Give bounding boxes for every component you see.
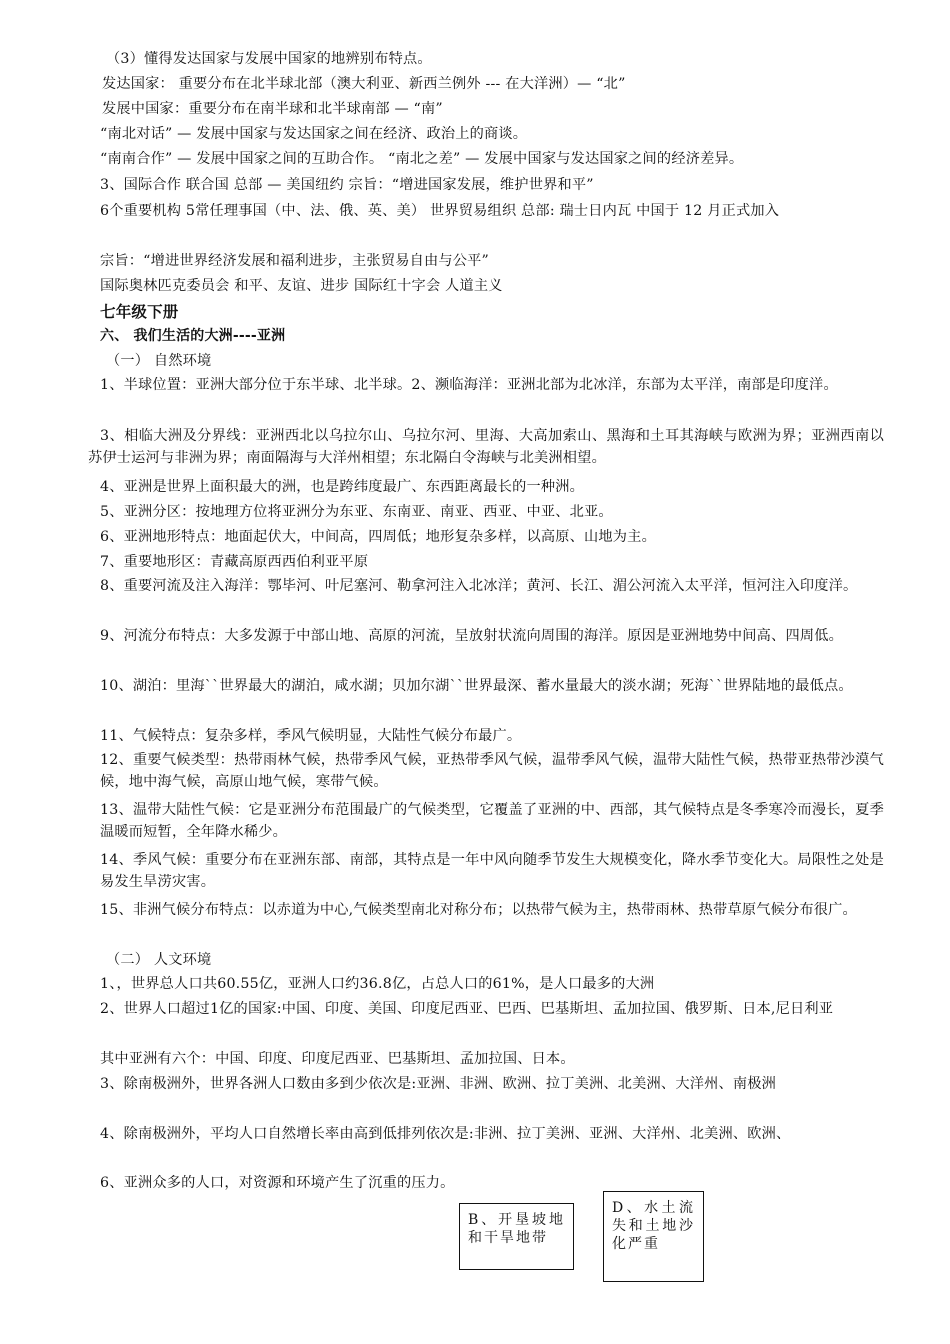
text-line: “南南合作” — 发展中国家之间的互助合作。 “南北之差” — 发展中国家与发达国家之间的经济差异。 [100,151,744,167]
text-line: “南北对话” — 发展中国家与发达国家之间在经济、政治上的商谈。 [100,126,528,142]
text-line: 发达国家： 重要分布在北半球北部（澳大利亚、新西兰例外 --- 在大洋洲）— “北” [102,76,626,92]
chapter-heading: 六、 我们生活的大洲----亚洲 [100,328,286,344]
text-paragraph: 9、河流分布特点：大多发源于中部山地、高原的河流，呈放射状流向周围的海洋。原因是亚洲地势中间高、四周低。 [100,628,843,644]
section-heading: （二） 人文环境 [106,952,212,968]
text-paragraph: 6个重要机构 5常任理事国（中、法、俄、英、美） 世界贸易组织 总部: 瑞士日内瓦 中国于 12 月正式加入 [100,203,780,219]
text-line: 6、亚洲众多的人口，对资源和环境产生了沉重的压力。 [100,1175,455,1191]
text-line: 宗旨：“增进世界经济发展和福利进步，主张贸易自由与公平” [100,253,489,269]
grade-heading: 七年级下册 [100,303,179,321]
text-paragraph: 8、重要河流及注入海洋：鄂毕河、叶尼塞河、勒拿河注入北冰洋；黄河、长江、湄公河流入太平洋，恒河注入印度洋。 [100,578,858,594]
text-paragraph: 1、半球位置：亚洲大部分位于东半球、北半球。2、濒临海洋：亚洲北部为北冰洋，东部为太平洋，南部是印度洋。 [100,377,838,393]
text-line: 4、亚洲是世界上面积最大的洲，也是跨纬度最广、东西距离最长的一种洲。 [100,479,585,495]
text-line: 6、亚洲地形特点：地面起伏大，中间高，四周低；地形复杂多样，以高原、山地为主。 [100,529,656,545]
text-line: 其中亚洲有六个：中国、印度、印度尼西亚、巴基斯坦、孟加拉国、日本。 [100,1051,575,1067]
option-box-d: D、水土流失和土地沙化严重 [603,1191,704,1282]
text-paragraph: 10、湖泊：里海``世界最大的湖泊，咸水湖；贝加尔湖``世界最深、蓄水量最大的淡水湖；死海``世界陆地的最低点。 [100,678,853,694]
text-paragraph: 3、除南极洲外，世界各洲人口数由多到少依次是:亚洲、非洲、欧洲、拉丁美洲、北美洲、大洋州、南极洲 [100,1076,777,1092]
text-line: 7、重要地形区：青藏高原西西伯利亚平原 [100,554,369,570]
text-line: 发展中国家：重要分布在南半球和北半球南部 — “南” [102,101,443,117]
text-paragraph: 3、相临大洲及分界线：亚洲西北以乌拉尔山、乌拉尔河、里海、大高加索山、黑海和土耳其海峡与欧洲为界；亚洲西南以苏伊士运河与非洲为界；南面隔海与大洋州相望；东北隔白令海峡与北美洲相望。 [88,428,884,466]
text-paragraph: 2、世界人口超过1亿的国家:中国、印度、美国、印度尼西亚、巴西、巴基斯坦、孟加拉国、俄罗斯、日本,尼日利亚 [100,1001,834,1017]
text-line: 国际奥林匹克委员会 和平、友谊、进步 国际红十字会 人道主义 [100,278,503,294]
text-line: 11、气候特点：复杂多样，季风气候明显，大陆性气候分布最广。 [100,728,522,744]
text-paragraph: 15、非洲气候分布特点：以赤道为中心,气候类型南北对称分布；以热带气候为主，热带雨林、热带草原气候分布很广。 [100,902,857,918]
option-box-b: B、开垦坡地和干旱地带 [459,1203,574,1270]
text-line: 3、国际合作 联合国 总部 — 美国纽约 宗旨：“增进国家发展，维护世界和平” [100,177,594,193]
text-paragraph: 4、除南极洲外，平均人口自然增长率由高到低排列依次是:非洲、拉丁美洲、亚洲、大洋州、北美洲、欧洲、 [100,1126,791,1142]
text-paragraph: 12、重要气候类型：热带雨林气候，热带季风气候，亚热带季风气候，温带季风气候，温带大陆性气候，热带亚热带沙漠气候，地中海气候，高原山地气候，寒带气候。 [100,752,884,790]
text-paragraph: 13、温带大陆性气候：它是亚洲分布范围最广的气候类型，它覆盖了亚洲的中、西部，其气候特点是冬季寒冷而漫长，夏季温暖而短暂，全年降水稀少。 [100,802,884,840]
text-line: 1、，世界总人口共60.55亿，亚洲人口约36.8亿，占总人口的61%，是人口最多的大洲 [100,976,655,992]
section-heading: （一） 自然环境 [106,353,212,369]
text-line: （3）懂得发达国家与发展中国家的地辨别布特点。 [106,51,432,67]
text-line: 5、亚洲分区：按地理方位将亚洲分为东亚、东南亚、南亚、西亚、中亚、北亚。 [100,504,613,520]
text-paragraph: 14、季风气候：重要分布在亚洲东部、南部，其特点是一年中风向随季节发生大规模变化，降水季节变化大。局限性之处是易发生旱涝灾害。 [100,852,884,890]
